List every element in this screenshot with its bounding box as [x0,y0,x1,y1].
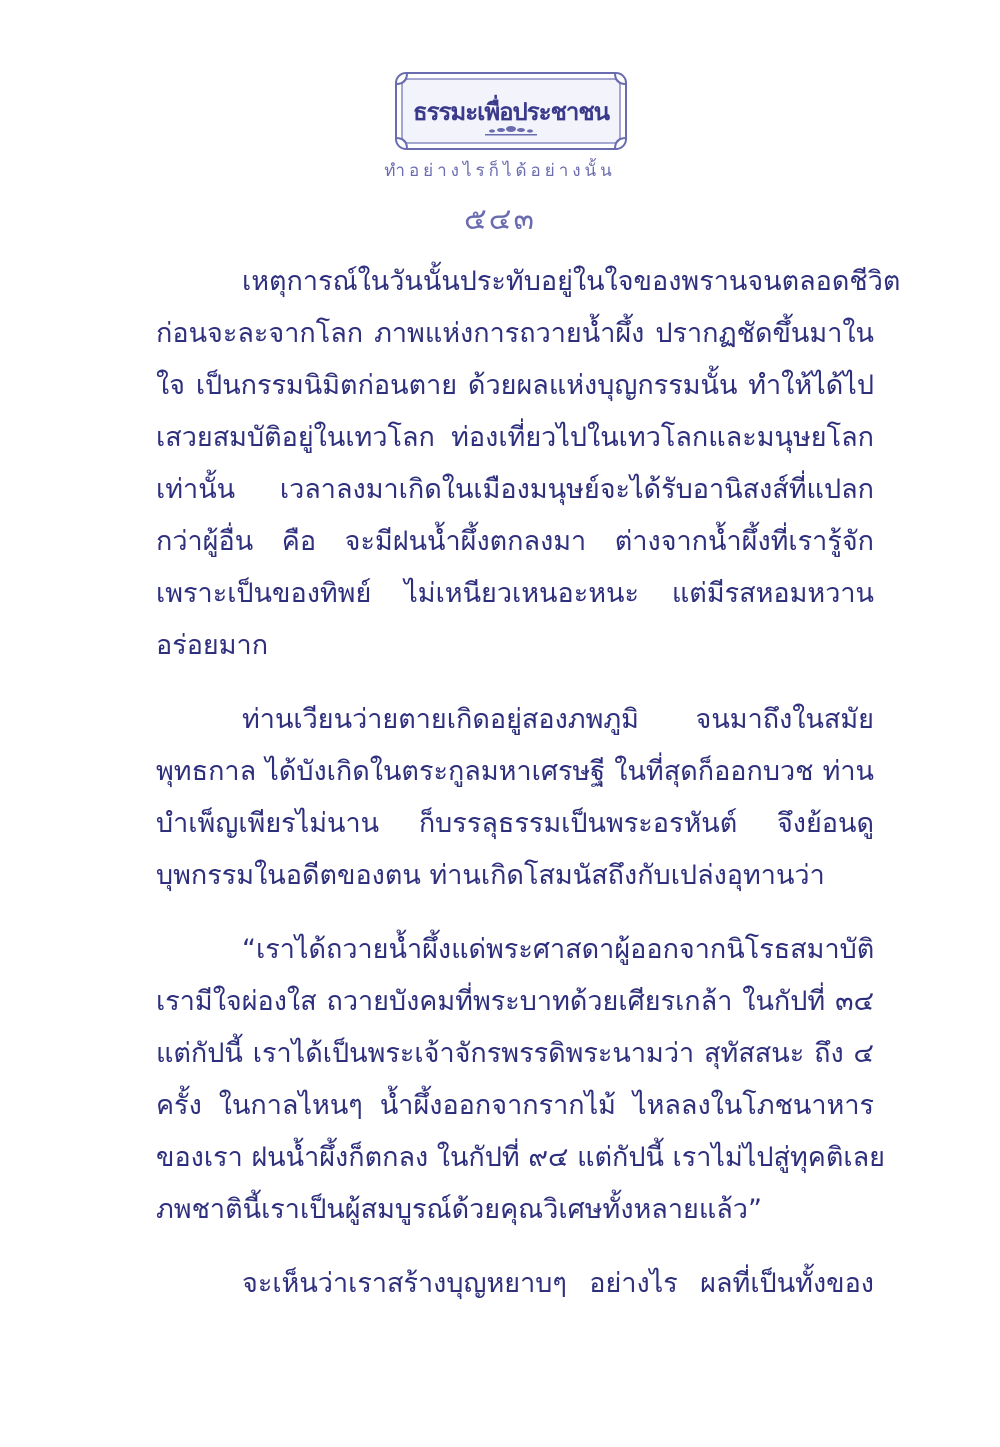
text-line: ของเรา ฝนน้ำผึ้งก็ตกลง ในกัปที่ ๙๔ แต่กัปนี้ เราไม่ไปสู่ทุคติเลย [156,1142,885,1173]
text-line: จะเห็นว่าเราสร้างบุญหยาบๆ อย่างไร ผลที่เป็นทั้งของ [242,1268,874,1299]
text-line: กว่าผู้อื่น คือ จะมีฝนน้ำผึ้งตกลงมา ต่างจากน้ำผึ้งที่เรารู้จัก [156,526,874,557]
text-line: ท่านเวียนว่ายตายเกิดอยู่สองภพภูมิ จนมาถึงในสมัย [242,704,874,735]
text-line: ครั้ง ในกาลไหนๆ น้ำผึ้งออกจากรากไม้ ไหลลงในโภชนาหาร [156,1090,874,1121]
text-line: พุทธกาล ได้บังเกิดในตระกูลมหาเศรษฐี ในที่สุดก็ออกบวช ท่าน [156,756,874,787]
header-logo [393,70,629,152]
page-number: ๕๔๓ [464,202,536,237]
paragraph [156,256,901,672]
paragraph [156,694,874,902]
text-line: บำเพ็ญเพียรไม่นาน ก็บรรลุธรรมเป็นพระอรหันต์ จึงย้อนดู [156,808,874,839]
logo-text: ธรรมะเพื่อประชาชน [412,98,610,126]
text-line: ภพชาตินี้เราเป็นผู้สมบูรณ์ด้วยคุณวิเศษทั้งหลายแล้ว” [156,1194,762,1225]
chapter-subtitle: ทำอย่างไรก็ได้อย่างนั้น [384,161,616,181]
body-text [156,256,901,1310]
text-line: บุพกรรมในอดีตของตน ท่านเกิดโสมนัสถึงกับเปล่งอุทานว่า [156,860,825,891]
paragraph [156,1258,874,1310]
text-line: ใจ เป็นกรรมนิมิตก่อนตาย ด้วยผลแห่งบุญกรรมนั้น ทำให้ได้ไป [156,370,874,401]
quote-paragraph [156,924,885,1236]
text-line: เท่านั้น เวลาลงมาเกิดในเมืองมนุษย์จะได้รับอานิสงส์ที่แปลก [156,474,874,505]
text-line: เหตุการณ์ในวันนั้นประทับอยู่ในใจของพรานจนตลอดชีวิต [242,266,901,297]
text-line: อร่อยมาก [156,630,269,661]
text-line: ก่อนจะละจากโลก ภาพแห่งการถวายน้ำผึ้ง ปรากฏชัดขึ้นมาใน [156,318,874,349]
text-line: เสวยสมบัติอยู่ในเทวโลก ท่องเที่ยวไปในเทวโลกและมนุษยโลก [156,422,874,453]
text-line: เพราะเป็นของทิพย์ ไม่เหนียวเหนอะหนะ แต่มีรสหอมหวาน [156,578,874,609]
text-line: เรามีใจผ่องใส ถวายบังคมที่พระบาทด้วยเศียรเกล้า ในกัปที่ ๓๔ [156,986,874,1017]
text-line: “เราได้ถวายน้ำผึ้งแด่พระศาสดาผู้ออกจากนิโรธสมาบัติ [242,934,875,965]
text-line: แต่กัปนี้ เราได้เป็นพระเจ้าจักรพรรดิพระนามว่า สุทัสสนะ ถึง ๔ [156,1038,874,1069]
